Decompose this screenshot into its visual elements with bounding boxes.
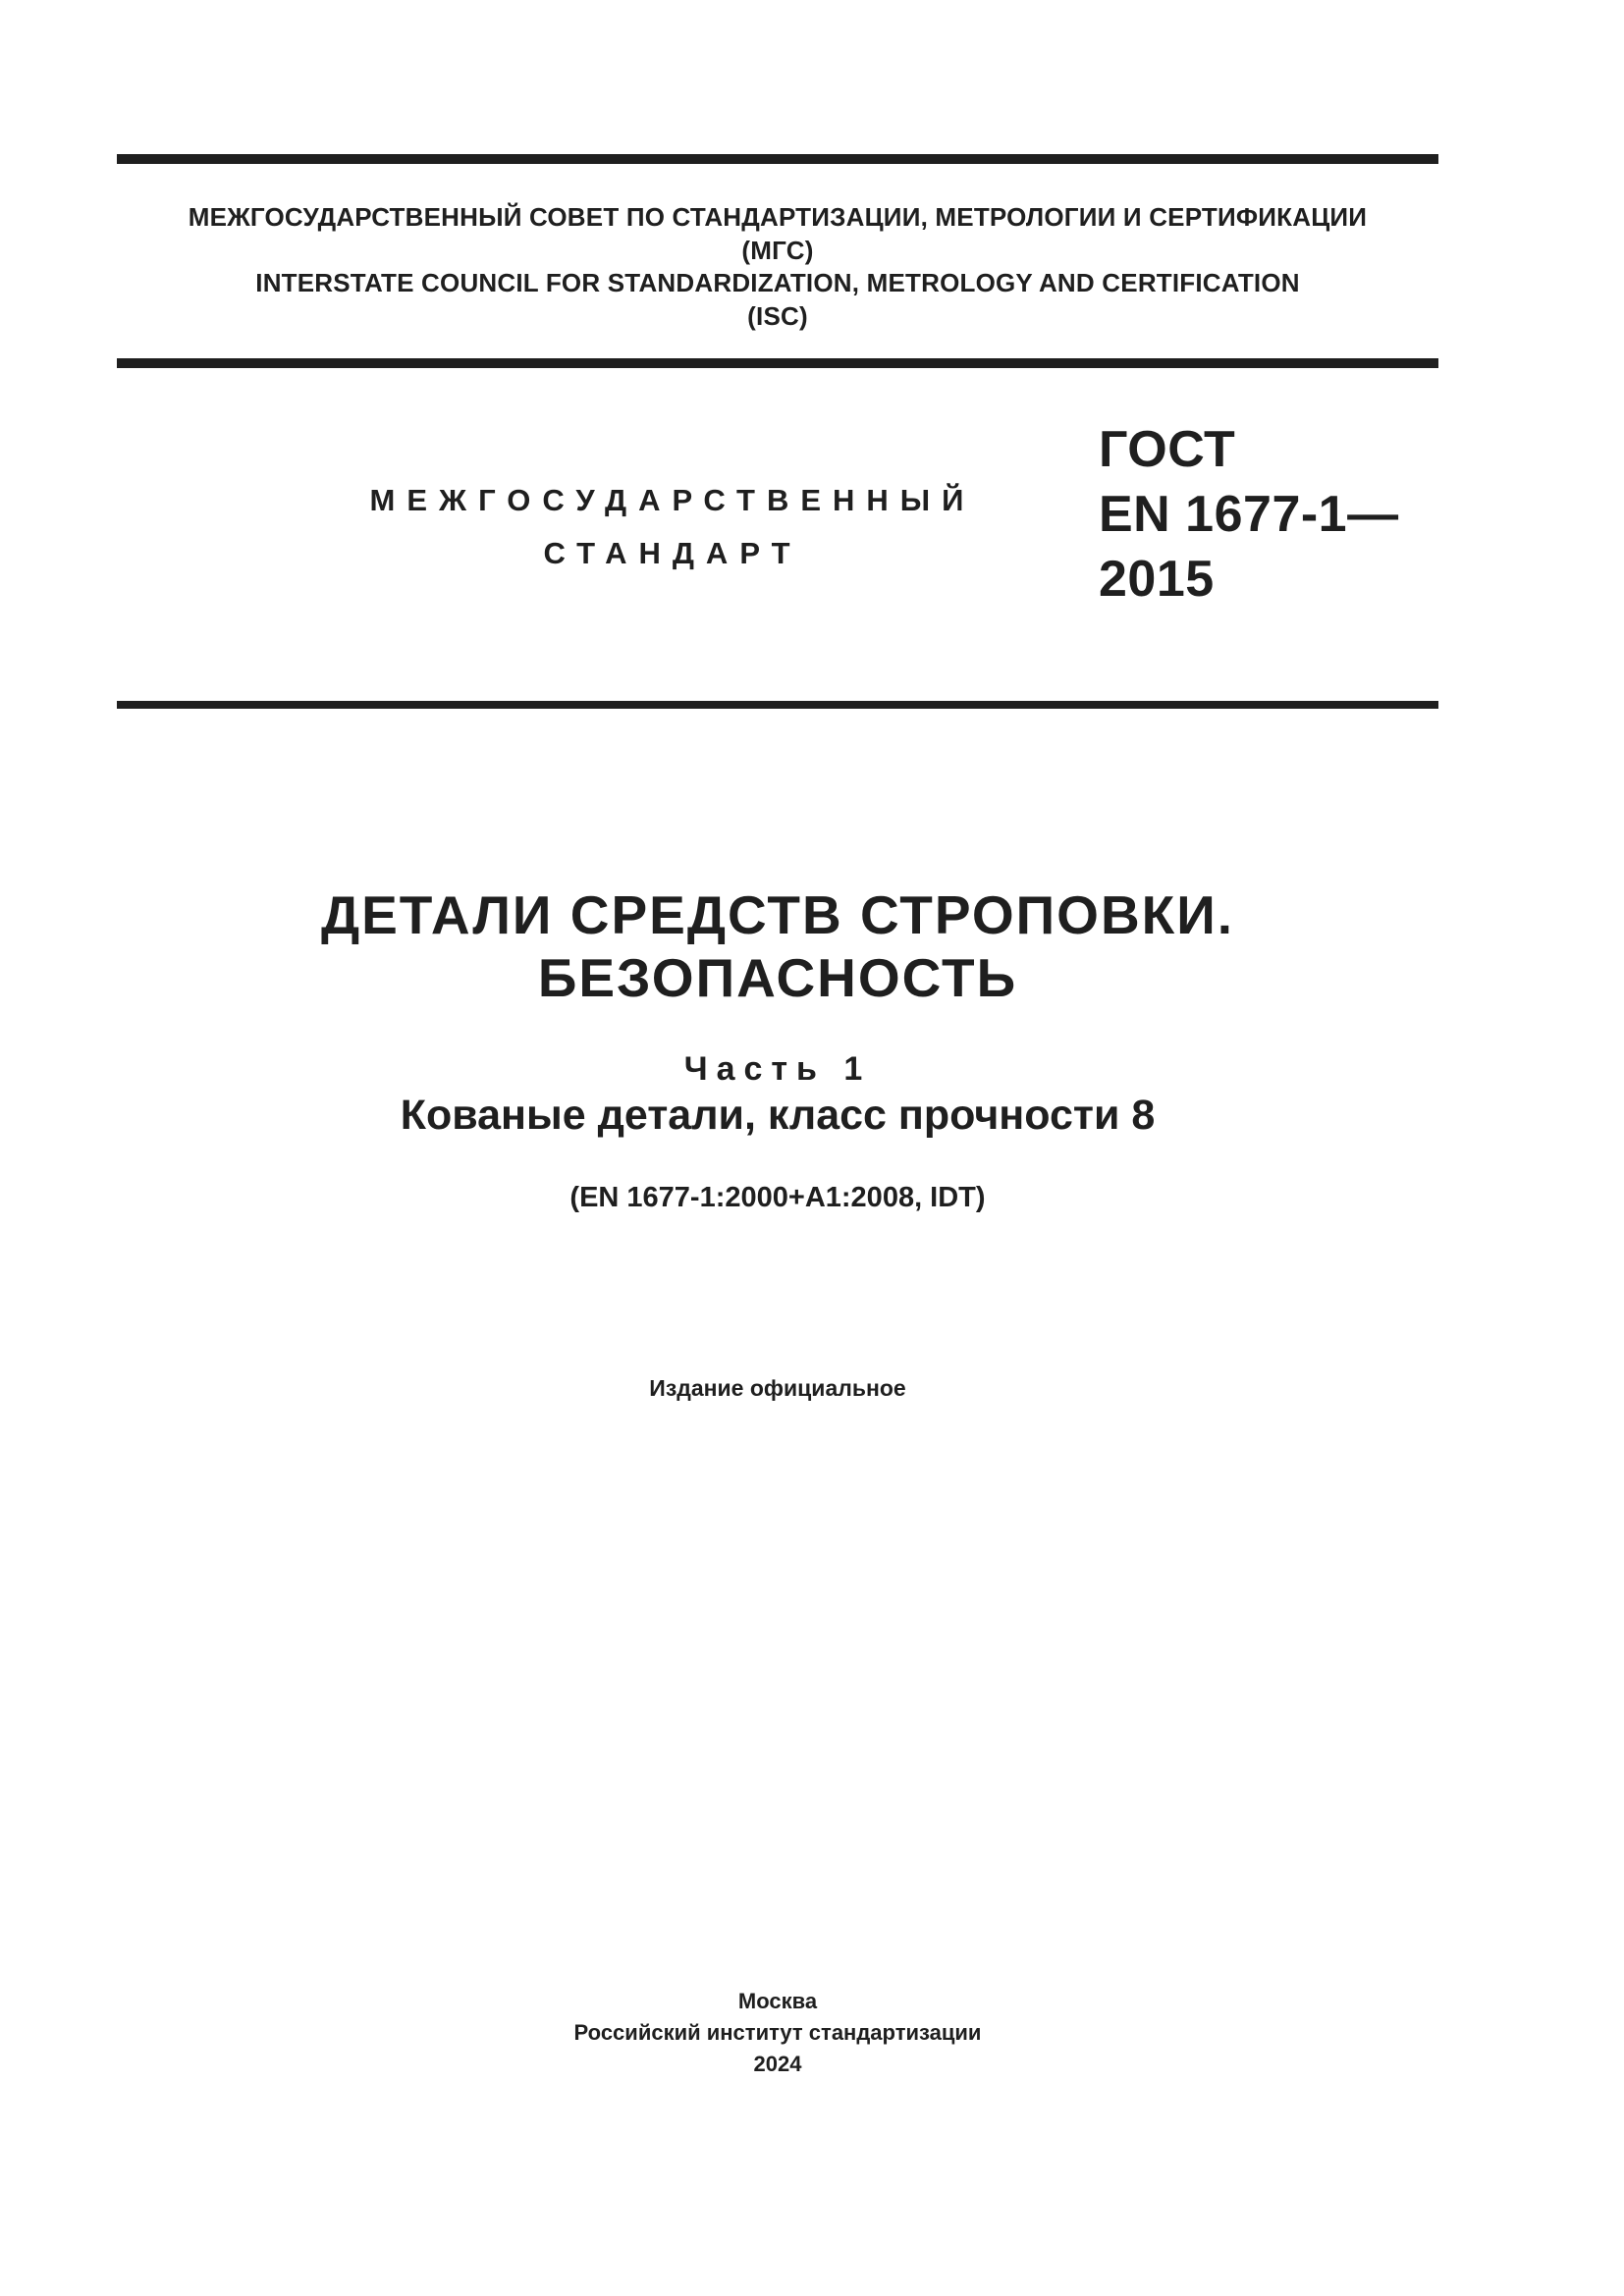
header-divider [117, 358, 1438, 368]
imprint-publisher: Российский институт стандартизации [573, 2020, 982, 2045]
standard-designation [1099, 417, 1399, 612]
designation-number: EN 1677-1— [1099, 486, 1399, 543]
imprint [117, 1986, 1438, 2080]
title-line1: ДЕТАЛИ СРЕДСТВ СТРОПОВКИ. [320, 884, 1235, 945]
standard-kind [275, 474, 1070, 580]
designation-year: 2015 [1099, 551, 1215, 608]
title-line2: БЕЗОПАСНОСТЬ [537, 947, 1018, 1008]
council-name-ru: МЕЖГОСУДАРСТВЕННЫЙ СОВЕТ ПО СТАНДАРТИЗАЦИИ, МЕТРОЛОГИИ И СЕРТИФИКАЦИИ [188, 202, 1368, 232]
edition-note: Издание официальное [649, 1375, 906, 1401]
council-abbr-en: (ISC) [747, 300, 808, 331]
en-reference: (EN 1677-1:2000+A1:2008, IDT) [569, 1182, 986, 1213]
designation-gost: ГОСТ [1099, 421, 1236, 478]
designation-divider [117, 701, 1438, 709]
imprint-city: Москва [737, 1989, 818, 2013]
top-rule [117, 154, 1438, 164]
imprint-year: 2024 [753, 2052, 802, 2076]
council-name-en: INTERSTATE COUNCIL FOR STANDARDIZATION, METROLOGY AND CERTIFICATION [255, 268, 1300, 297]
part-title: Кованые детали, класс прочности 8 [400, 1092, 1156, 1139]
part-label: Часть 1 [683, 1050, 872, 1088]
document-title [117, 883, 1438, 1009]
standard-kind-line1: МЕЖГОСУДАРСТВЕННЫЙ [369, 483, 976, 517]
standard-kind-line2: СТАНДАРТ [543, 536, 802, 570]
council-header [117, 201, 1438, 333]
council-abbr-ru: (МГС) [741, 235, 814, 265]
